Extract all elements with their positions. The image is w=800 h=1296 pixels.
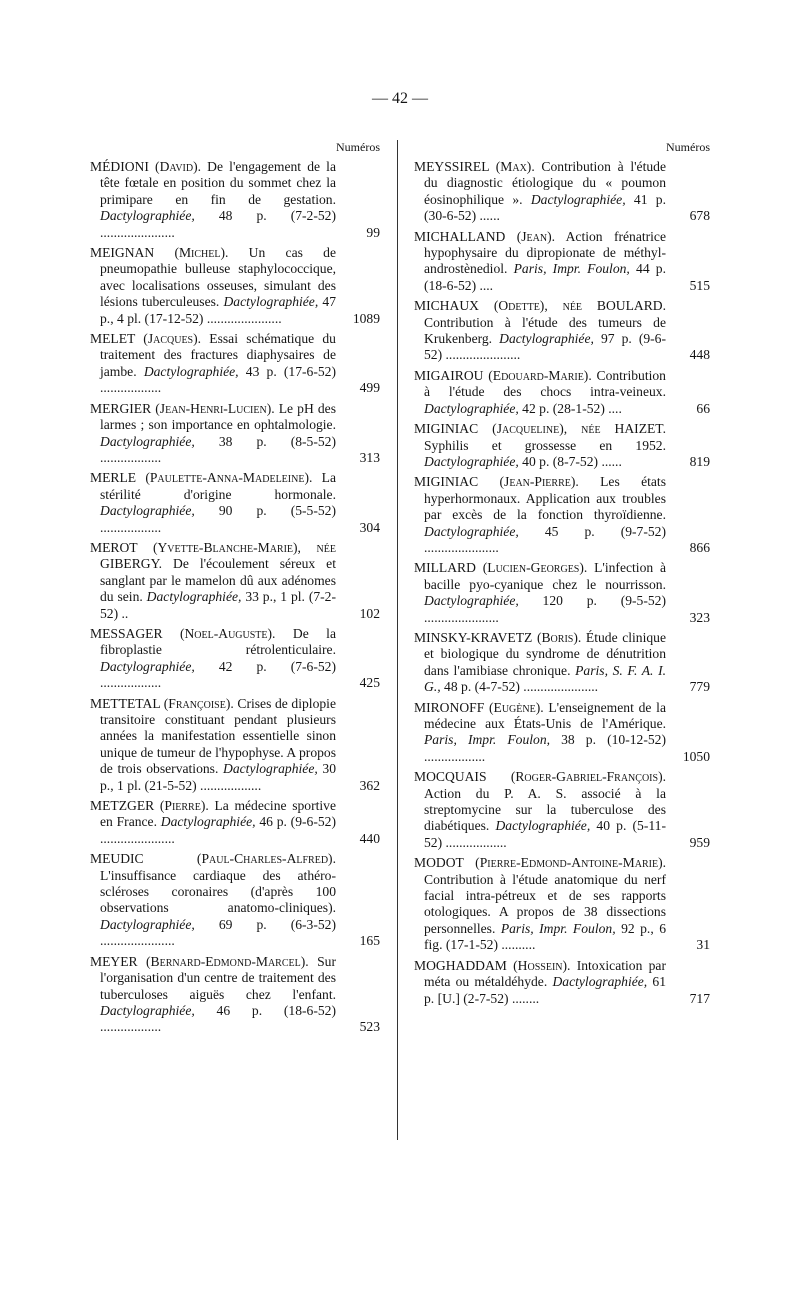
entry-details: 42 p. (7-6-52) .................. <box>100 658 336 691</box>
entry-given-names: (Françoise). <box>163 695 234 711</box>
entry-text <box>414 298 666 364</box>
entry-publisher: Paris, Impr. Foulon, <box>513 261 630 277</box>
entry-publisher: Dactylographiée, <box>223 761 318 777</box>
entry-surname: MILLARD <box>414 560 476 576</box>
bibliography-entry <box>90 696 380 794</box>
entry-text <box>414 700 666 766</box>
bibliography-entry <box>90 954 380 1036</box>
entry-text <box>414 474 666 556</box>
bibliography-entry <box>414 560 710 626</box>
entry-given-names: (Jacques). <box>143 331 202 347</box>
entry-surname: MELET <box>90 331 136 347</box>
entry-publisher: Dactylographiée, <box>100 433 195 449</box>
entry-title: L'enseignement de la médecine aux États-Unis de l'Amérique. <box>424 699 666 731</box>
entry-details: 69 p. (6-3-52) ...................... <box>100 916 336 949</box>
entry-title: Intoxication par méta ou métaldéhyde. <box>424 957 666 990</box>
right-column <box>414 140 710 1011</box>
bibliography-entry <box>90 851 380 949</box>
entry-number: 304 <box>359 519 380 535</box>
entry-given-names: (Pierre). <box>159 798 209 814</box>
entry-number: 866 <box>689 539 710 555</box>
entry-text <box>90 540 336 622</box>
entry-details: 40 p. (8-7-52) ...... <box>522 453 622 469</box>
entry-text <box>90 696 336 794</box>
entry-surname: METTETAL <box>90 695 161 711</box>
entry-publisher: Dactylographiée, <box>424 593 519 609</box>
entry-given-names: (Noel-Auguste). <box>179 625 276 641</box>
page-number: — 42 — <box>372 90 428 107</box>
entry-given-names: (Paulette-Anna-Madeleine). <box>145 470 313 486</box>
entry-title: Les états hyperhormonaux. Application aux troubles par excès de la fonction thyroïdienne. <box>424 474 666 523</box>
entry-text <box>414 560 666 626</box>
entry-text <box>414 159 666 225</box>
entry-given-names: (Pierre-Edmond-Antoine-Marie). <box>475 855 666 871</box>
entry-publisher: Dactylographiée, <box>424 453 519 469</box>
entry-publisher: Dactylographiée, <box>552 974 648 990</box>
bibliography-entry <box>414 958 710 1007</box>
entry-publisher: Paris, Impr. Foulon, <box>500 920 616 936</box>
entry-text <box>414 630 666 696</box>
entry-surname: MIRONOFF <box>414 699 485 715</box>
entry-publisher: Paris, S. F. A. I. G., <box>424 662 666 695</box>
entry-details: 46 p. (9-6-52) ...................... <box>100 814 336 846</box>
entry-title: Étude clinique et biologique du syndrome de dénutrition dans l'amibiase chronique. <box>424 629 666 678</box>
entry-text <box>90 331 336 397</box>
entry-details: 61 p. [U.] (2-7-52) ........ <box>424 974 667 1006</box>
bibliography-entry <box>90 798 380 847</box>
entry-details: 41 p. (30-6-52) ...... <box>424 191 666 224</box>
entry-title: Essai schématique du traitement des fractures diaphysaires de jambe. <box>100 331 336 379</box>
entry-title: Crises de diplopie transitoire constituant pendant plusieurs années la manifestation essentielle sinon unique de tumeur de l'hypophyse. A propos de trois observations. <box>100 695 336 777</box>
entry-surname: MERGIER <box>90 400 152 416</box>
entry-surname: MEUDIC <box>90 851 144 867</box>
entry-number: 66 <box>696 400 710 416</box>
entry-title: La stérilité d'origine hormonale. <box>100 470 336 502</box>
entry-surname: MESSAGER <box>90 625 163 641</box>
entry-number: 1050 <box>682 748 710 764</box>
entry-number: 448 <box>689 347 710 363</box>
entry-publisher: Dactylographiée, <box>100 208 195 224</box>
entry-surname: MICHALLAND <box>414 228 506 244</box>
entry-details: 33 p., 1 pl. (7-2-52) .. <box>100 589 336 621</box>
entry-details: 40 p. (5-11-52) .................. <box>424 818 666 850</box>
entry-given-names: (Edouard-Marie). <box>488 367 592 383</box>
left-column <box>90 140 380 1040</box>
bibliography-entry <box>90 245 380 327</box>
left-entries <box>90 159 380 1036</box>
right-entries <box>414 159 710 1007</box>
entry-title: Contribution à l'étude du diagnostic étiologique du « poumon éosinophilique ». <box>424 159 666 207</box>
entry-text <box>90 798 336 847</box>
entry-publisher: Dactylographiée, <box>495 818 591 834</box>
entry-publisher: Dactylographiée, <box>160 814 256 830</box>
entry-title: Syphilis et grossesse en 1952. <box>424 437 666 453</box>
entry-number: 165 <box>359 933 380 949</box>
entry-publisher: Paris, Impr. Foulon, <box>424 732 551 748</box>
entry-publisher: Dactylographiée, <box>223 294 319 310</box>
entry-number: 99 <box>366 224 380 240</box>
entry-surname: MEROT <box>90 539 138 555</box>
entry-text <box>90 954 336 1036</box>
entry-text <box>414 368 666 417</box>
entry-title: L'insuffisance cardiaque des athéro-scléroses coronaires (d'après 100 observations anatomo-cliniques). <box>100 867 336 916</box>
entry-given-names: (Max). <box>495 159 535 174</box>
entry-surname: MOGHADDAM <box>414 957 507 973</box>
entry-given-names: (Hossein). <box>513 957 571 973</box>
entry-surname: MODOT <box>414 855 464 871</box>
bibliography-entry <box>90 159 380 241</box>
entry-surname: METZGER <box>90 798 155 814</box>
entry-given-names: (Jean-Pierre). <box>499 474 579 490</box>
entry-details: 38 p. (10-12-52) .................. <box>424 732 666 764</box>
bibliography-entry <box>414 474 710 556</box>
entry-given-names: (David). <box>155 159 202 174</box>
entry-title: De l'engagement de la tête fœtale en position du sommet chez la primipare en fin de gestation. <box>100 159 336 207</box>
entry-given-names: (Michel). <box>174 245 229 261</box>
entry-publisher: Dactylographiée, <box>100 503 195 519</box>
entry-given-names: (Bernard-Edmond-Marcel). <box>146 953 309 969</box>
entry-details: 42 p. (28-1-52) .... <box>522 400 622 416</box>
bibliography-entry <box>90 401 380 467</box>
entry-details: 45 p. (9-7-52) ...................... <box>424 523 666 555</box>
entry-surname: MICHAUX <box>414 298 479 314</box>
entry-title: Contribution à l'étude des chocs intra-veineux. <box>424 367 666 400</box>
entry-given-names: (Yvette-Blanche-Marie), née GIBERGY. <box>100 539 336 572</box>
entry-given-names: (Jean). <box>516 228 556 244</box>
entry-given-names: (Jean-Henri-Lucien). <box>155 400 275 416</box>
entry-title: Action du P. A. S. associé à la streptomycine sur la tuberculose des diabétiques. <box>424 785 666 834</box>
entry-surname: MOCQUAIS <box>414 769 487 785</box>
entry-text <box>90 470 336 536</box>
entry-number: 440 <box>359 830 380 846</box>
entry-text <box>414 855 666 953</box>
entry-surname: MIGAIROU <box>414 367 484 383</box>
entry-title: De l'écoulement séreux et sanglant par le mamelon dû aux adénomes du sein. <box>100 556 336 605</box>
entry-details: 92 p., 6 fig. (17-1-52) .......... <box>424 920 666 953</box>
entry-publisher: Dactylographiée, <box>424 400 519 416</box>
bibliography-entry <box>414 368 710 417</box>
entry-surname: MEYSSIREL <box>414 159 490 174</box>
entry-title: Contribution à l'étude des tumeurs de Krukenberg. <box>424 314 666 347</box>
bibliography-entry <box>90 626 380 692</box>
entry-number: 323 <box>689 609 710 625</box>
entry-number: 515 <box>689 277 710 293</box>
bibliography-entry <box>414 159 710 225</box>
entry-number: 499 <box>359 380 380 396</box>
entry-number: 362 <box>359 777 380 793</box>
entry-number: 31 <box>696 937 710 953</box>
entry-number: 959 <box>689 834 710 850</box>
entry-text <box>414 769 666 851</box>
entry-details: 47 p., 4 pl. (17-12-52) ...................... <box>100 294 337 326</box>
entry-details: 48 p. (7-2-52) ...................... <box>100 208 336 240</box>
bibliography-entry <box>414 855 710 953</box>
entry-details: 120 p. (9-5-52) ...................... <box>424 593 666 625</box>
bibliography-entry <box>90 331 380 397</box>
entry-surname: MÉDIONI <box>90 159 149 174</box>
entry-publisher: Dactylographiée, <box>424 523 519 539</box>
entry-number: 102 <box>359 605 380 621</box>
entry-title: Le pH des larmes ; son importance en ophtalmologie. <box>100 400 336 433</box>
entry-title: Un cas de pneumopathie bulleuse staphylococcique, avec localisations osseuses, simulant des lésions tuberculeuses. <box>100 245 336 310</box>
entry-title: Action frénatrice hypophysaire du dipropionate de méthyl-androstènediol. <box>424 228 667 277</box>
entry-publisher: Dactylographiée, <box>100 658 195 674</box>
entry-given-names: (Jacqueline), née HAIZET. <box>492 421 666 437</box>
entry-number: 678 <box>689 208 710 224</box>
entry-number: 717 <box>689 990 710 1006</box>
entry-surname: MERLE <box>90 470 137 486</box>
entry-given-names: (Roger-Gabriel-François). <box>510 769 666 785</box>
entry-given-names: (Boris). <box>536 629 582 645</box>
entry-number: 313 <box>359 449 380 465</box>
entry-number: 819 <box>689 453 710 469</box>
entry-text <box>414 229 666 295</box>
entry-surname: MEYER <box>90 953 138 969</box>
entry-details: 44 p. (18-6-52) .... <box>424 261 666 293</box>
bibliography-entry <box>414 229 710 295</box>
entry-number: 1089 <box>352 310 380 326</box>
bibliography-entry <box>414 700 710 766</box>
entry-number: 779 <box>689 679 710 695</box>
entry-publisher: Dactylographiée, <box>530 191 626 207</box>
left-column-header: Numéros <box>336 140 380 154</box>
entry-title: Contribution à l'étude anatomique du nerf facial intra-pétreux et de ses rapports otologiques. A propos de 38 dissections personnelles. <box>424 871 666 936</box>
right-column-header: Numéros <box>666 140 710 154</box>
entry-text <box>90 626 336 692</box>
bibliography-entry <box>414 298 710 364</box>
entry-details: 48 p. (4-7-52) ...................... <box>444 679 599 695</box>
bibliography-entry <box>414 630 710 696</box>
bibliography-entry <box>90 470 380 536</box>
entry-surname: MIGINIAC <box>414 421 479 437</box>
entry-publisher: Dactylographiée, <box>100 916 195 932</box>
entry-given-names: (Eugène). <box>489 699 544 715</box>
entry-surname: MIGINIAC <box>414 474 479 490</box>
entry-publisher: Dactylographiée, <box>143 363 239 379</box>
entry-details: 46 p. (18-6-52) .................. <box>100 1002 336 1035</box>
entry-details: 38 p. (8-5-52) .................. <box>100 433 336 465</box>
entry-title: L'infection à bacille pyo-cyanique chez le nourrisson. <box>424 560 667 592</box>
entry-text <box>90 851 336 949</box>
bibliography-entry <box>414 769 710 851</box>
entry-surname: MEIGNAN <box>90 245 155 261</box>
bibliography-entry <box>414 421 710 470</box>
column-divider <box>397 140 398 1140</box>
entry-number: 425 <box>359 675 380 691</box>
entry-text <box>414 958 666 1007</box>
entry-text <box>414 421 666 470</box>
entry-text <box>90 401 336 467</box>
entry-given-names: (Paul-Charles-Alfred). <box>196 851 336 867</box>
entry-given-names: (Odette), née BOULARD. <box>493 298 666 314</box>
entry-title: Sur l'organisation d'un centre de traitement des tuberculoses aiguës chez l'enfant. <box>100 953 336 1002</box>
entry-publisher: Dactylographiée, <box>499 331 594 347</box>
entry-details: 97 p. (9-6-52) ...................... <box>424 331 666 363</box>
entry-title: De la fibroplastie rétrolenticulaire. <box>100 625 336 658</box>
entry-given-names: (Lucien-Georges). <box>482 560 588 576</box>
entry-text <box>90 245 336 327</box>
bibliography-entry <box>90 540 380 622</box>
entry-details: 30 p., 1 pl. (21-5-52) .................. <box>100 761 337 793</box>
entry-title: La médecine sportive en France. <box>100 798 336 830</box>
entry-publisher: Dactylographiée, <box>146 589 242 605</box>
entry-text <box>90 159 336 241</box>
entry-details: 43 p. (17-6-52) .................. <box>100 363 336 396</box>
entry-details: 90 p. (5-5-52) .................. <box>100 503 336 535</box>
entry-surname: MINSKY-KRAVETZ <box>414 629 533 645</box>
entry-publisher: Dactylographiée, <box>100 1002 195 1018</box>
entry-number: 523 <box>359 1019 380 1035</box>
